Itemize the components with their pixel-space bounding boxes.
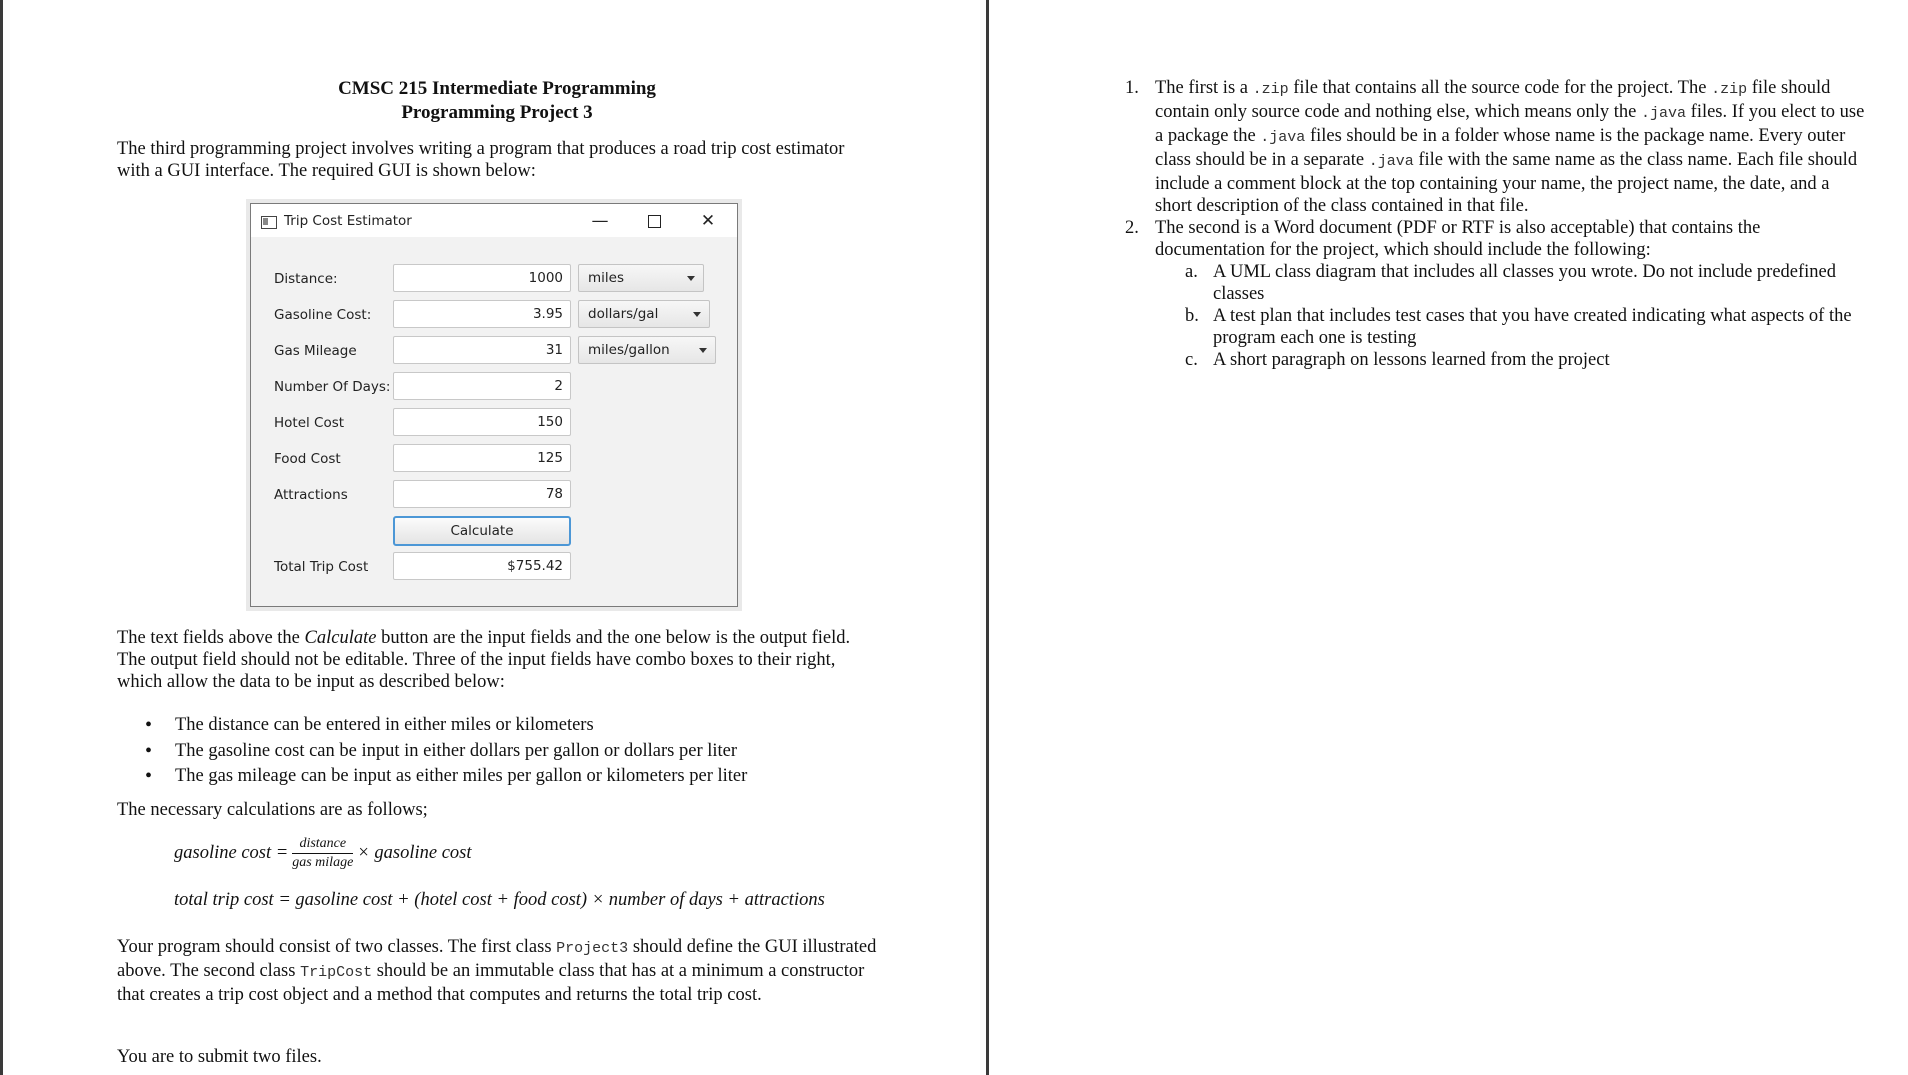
distance-row [251, 264, 737, 294]
app-window-icon [261, 216, 277, 229]
classes-paragraph-a: Your program should consist of two classes. The first class [117, 937, 557, 957]
attractions-input[interactable]: 78 [393, 480, 571, 508]
gasoline-cost-label: Gasoline Cost: [274, 307, 372, 323]
item1-text-a: The first is a [1155, 78, 1253, 98]
chevron-down-icon [699, 348, 707, 353]
item-number: 1. [1125, 78, 1139, 98]
fields-paragraph [117, 627, 877, 693]
number-of-days-input[interactable]: 2 [393, 372, 571, 400]
classes-paragraph-b: should define the GUI illustrated above. The second class [117, 937, 877, 981]
trip-cost-estimator-window [250, 203, 738, 607]
code-zip: .zip [1252, 81, 1289, 98]
attractions-row [251, 480, 737, 510]
chevron-down-icon [687, 276, 695, 281]
title-line-1: CMSC 215 Intermediate Programming [338, 78, 656, 99]
list-item [1155, 305, 1865, 349]
code-java: .java [1368, 153, 1414, 170]
classes-paragraph-c: should be an immutable class that has at a minimum a constructor that creates a trip cost object and a method that computes and returns the total trip cost. [117, 961, 865, 1005]
minimize-button[interactable]: — [591, 211, 609, 231]
gasoline-cost-row [251, 300, 737, 330]
unit-options-list [145, 713, 845, 790]
submit-paragraph: You are to submit two files. [117, 1047, 322, 1067]
window-title: Trip Cost Estimator [284, 213, 412, 229]
fraction-denominator: gas milage [292, 855, 354, 870]
gas-mileage-input[interactable]: 31 [393, 336, 571, 364]
sub-item-letter: b. [1185, 306, 1199, 326]
maximize-icon [648, 215, 661, 228]
sub-item-letter: a. [1185, 262, 1198, 282]
list-item [1155, 349, 1865, 371]
hotel-cost-row [251, 408, 737, 438]
window-titlebar [251, 204, 737, 237]
gas-mileage-label: Gas Mileage [274, 343, 357, 359]
page-divider-left [0, 0, 3, 1075]
calculate-word: Calculate [304, 628, 377, 648]
hotel-cost-input[interactable]: 150 [393, 408, 571, 436]
gas-mileage-unit-value: miles/gallon [588, 342, 670, 358]
number-of-days-label: Number Of Days: [274, 379, 391, 395]
class-name-project3: Project3 [556, 940, 629, 957]
list-item [1125, 217, 1865, 371]
distance-input[interactable]: 1000 [393, 264, 571, 292]
document-title [117, 77, 877, 125]
gasoline-cost-unit-combo[interactable] [578, 300, 710, 328]
distance-label: Distance: [274, 271, 338, 287]
calculations-intro: The necessary calculations are as follows; [117, 800, 428, 820]
item1-text-b: file that contains all the source code for the project. The [1288, 78, 1712, 98]
gasoline-cost-formula [174, 835, 472, 872]
total-trip-cost-formula: total trip cost = gasoline cost + (hotel cost + food cost) × number of days + attractions [174, 890, 825, 910]
item-number: 2. [1125, 218, 1139, 238]
food-cost-label: Food Cost [274, 451, 341, 467]
submission-files-list [1125, 77, 1865, 371]
total-trip-cost-row [251, 552, 737, 582]
total-trip-cost-label: Total Trip Cost [274, 559, 369, 575]
fields-paragraph-b: button are the input fields and the one below is the output field. The output field should not be editable. Three of the input fields have combo boxes to their right, which allow the data to be input as described below: [117, 628, 851, 692]
calculate-button[interactable]: Calculate [393, 516, 571, 546]
item1-text-d: files. If you elect to use a package the [1155, 102, 1865, 146]
gas-mileage-row [251, 336, 737, 366]
hotel-cost-label: Hotel Cost [274, 415, 345, 431]
fraction [292, 835, 353, 872]
fields-paragraph-a: The text fields above the [117, 628, 305, 648]
attractions-label: Attractions [274, 487, 348, 503]
distance-unit-combo[interactable] [578, 264, 704, 292]
formula1-lhs: gasoline cost = [174, 842, 289, 863]
close-button[interactable]: ✕ [700, 211, 716, 231]
formula1-rhs: × gasoline cost [357, 842, 472, 863]
code-zip: .zip [1711, 81, 1748, 98]
maximize-button[interactable] [638, 208, 670, 234]
distance-unit-value: miles [588, 270, 624, 286]
list-item: • The gasoline cost can be input in either dollars per gallon or dollars per liter [145, 739, 845, 765]
gasoline-cost-input[interactable]: 3.95 [393, 300, 571, 328]
intro-paragraph: The third programming project involves writing a program that produces a road trip cost estimator with a GUI interface. The required GUI is shown below: [117, 139, 845, 181]
list-item: • The gas mileage can be input as either miles per gallon or kilometers per liter [145, 764, 845, 790]
title-line-2: Programming Project 3 [401, 102, 593, 123]
chevron-down-icon [693, 312, 701, 317]
total-trip-cost-output: $755.42 [393, 552, 571, 580]
item1-text-e: files should be in a folder whose name is the package name. Every outer class should be in a separate [1155, 126, 1846, 170]
item2-text: The second is a Word document (PDF or RTF is also acceptable) that contains the documentation for the project, which should include the following: [1155, 218, 1761, 260]
item1-text-f: file with the same name as the class name. Each file should include a comment block at the top containing your name, the project name, the date, and a short description of the class contained in that file. [1155, 150, 1858, 216]
class-name-tripcost: TripCost [300, 964, 373, 981]
code-java: .java [1641, 105, 1687, 122]
fraction-numerator: distance [292, 835, 353, 854]
page-divider-center [986, 0, 989, 1075]
sub-item-text: A short paragraph on lessons learned from the project [1213, 350, 1610, 370]
sub-item-text: A test plan that includes test cases that you have created indicating what aspects of the program each one is testing [1213, 306, 1852, 348]
food-cost-row [251, 444, 737, 474]
gasoline-cost-unit-value: dollars/gal [588, 306, 659, 322]
food-cost-input[interactable]: 125 [393, 444, 571, 472]
sub-item-letter: c. [1185, 350, 1198, 370]
list-item [1125, 77, 1865, 217]
list-item [1155, 261, 1865, 305]
sub-item-text: A UML class diagram that includes all classes you wrote. Do not include predefined classes [1213, 262, 1837, 304]
list-item: • The distance can be entered in either miles or kilometers [145, 713, 845, 739]
code-java: .java [1260, 129, 1306, 146]
item1-text-c: file should contain only source code and nothing else, which means only the [1155, 78, 1831, 122]
number-of-days-row [251, 372, 737, 402]
gas-mileage-unit-combo[interactable] [578, 336, 716, 364]
documentation-sublist [1155, 261, 1865, 371]
classes-paragraph [117, 936, 887, 1006]
